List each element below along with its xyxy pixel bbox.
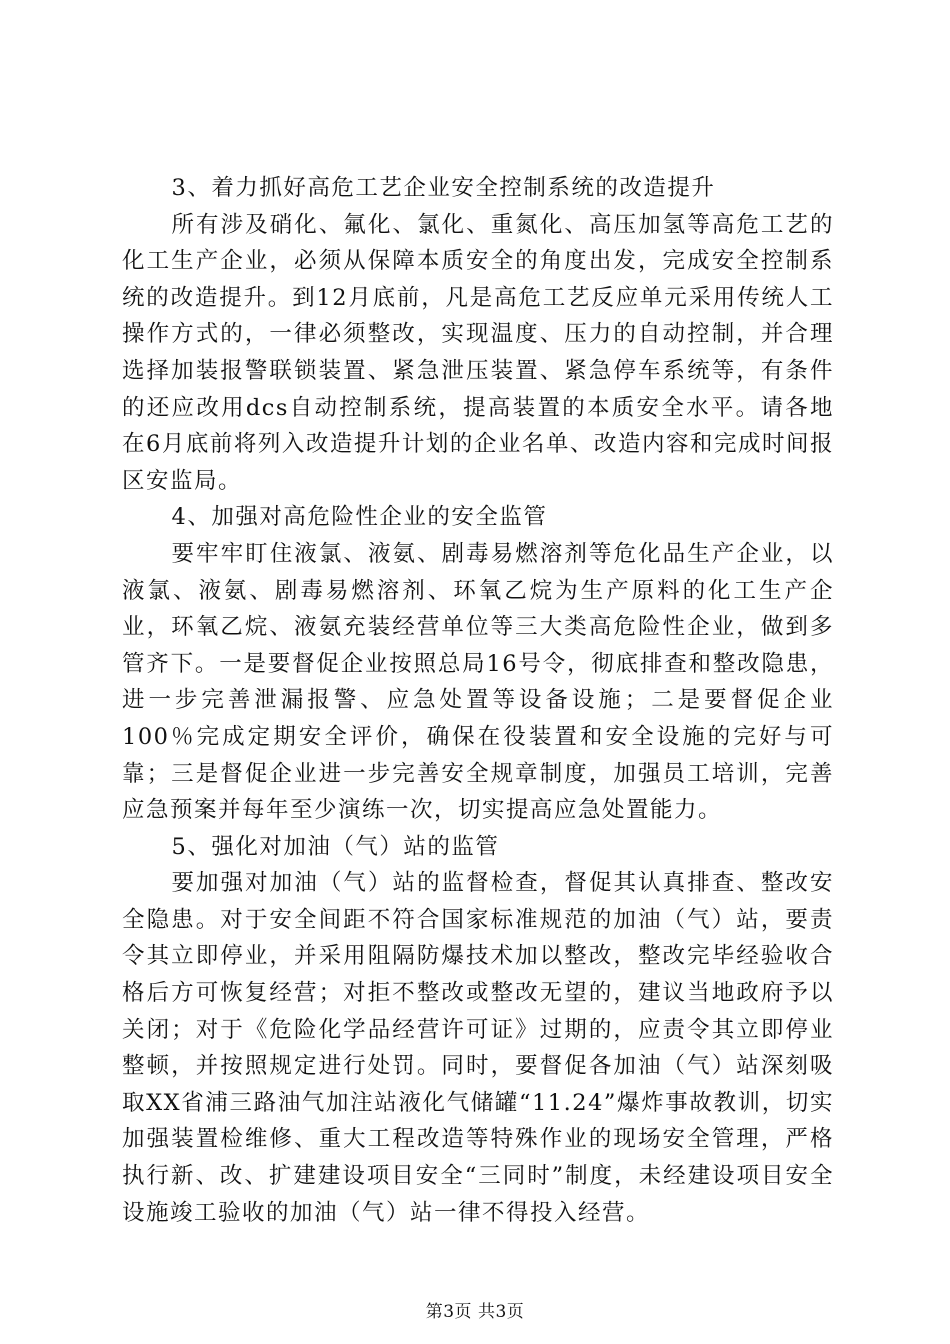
section-heading-4: 4、加强对高危险性企业的安全监管 [171, 504, 548, 531]
document-body [122, 170, 834, 1231]
section-heading-5: 5、强化对加油（气）站的监管 [171, 833, 500, 860]
section-paragraph-3: 所有涉及硝化、氟化、氯化、重氮化、高压加氢等高危工艺的化工生产企业，必须从保障本质安全的角度出发，完成安全控制系统的改造提升。到12月底前，凡是高危工艺反应单元采用传统人工操作方式的，一律必须整改，实现温度、压力的自动控制，并合理选择加装报警联锁装置、紧急泄压装置、紧急停车系统等，有条件的还应改用dcs自动控制系统，提高装置的本质安全水平。请各地在6月底前将列入改造提升计划的企业名单、改造内容和完成时间报区安监局。 [122, 211, 834, 494]
section-paragraph-5: 要加强对加油（气）站的监督检查，督促其认真排查、整改安全隐患。对于安全间距不符合国家标准规范的加油（气）站，要责令其立即停业，并采用阻隔防爆技术加以整改，整改完毕经验收合格后方可恢复经营；对拒不整改或整改无望的，建议当地政府予以关闭；对于《危险化学品经营许可证》过期的，应责令其立即停业整顿，并按照规定进行处罚。同时，要督促各加油（气）站深刻吸取XX省浦三路油气加注站液化气储罐“11.24”爆炸事故教训，切实加强装置检维修、重大工程改造等特殊作业的现场安全管理，严格执行新、改、扩建建设项目安全“三同时”制度，未经建设项目安全设施竣工验收的加油（气）站一律不得投入经营。 [122, 870, 834, 1226]
section-paragraph-4: 要牢牢盯住液氯、液氨、剧毒易燃溶剂等危化品生产企业，以液氯、液氨、剧毒易燃溶剂、环氧乙烷为生产原料的化工生产企业，环氧乙烷、液氨充装经营单位等三大类高危险性企业，做到多管齐下。一是要督促企业按照总局16号令，彻底排查和整改隐患，进一步完善泄漏报警、应急处置等设备设施；二是要督促企业100％完成定期安全评价，确保在役装置和安全设施的完好与可靠；三是督促企业进一步完善安全规章制度，加强员工培训，完善应急预案并每年至少演练一次，切实提高应急处置能力。 [122, 540, 834, 824]
section-heading-3: 3、着力抓好高危工艺企业安全控制系统的改造提升 [171, 175, 716, 201]
page-number-footer: 第3页 共3页 [425, 1302, 525, 1322]
